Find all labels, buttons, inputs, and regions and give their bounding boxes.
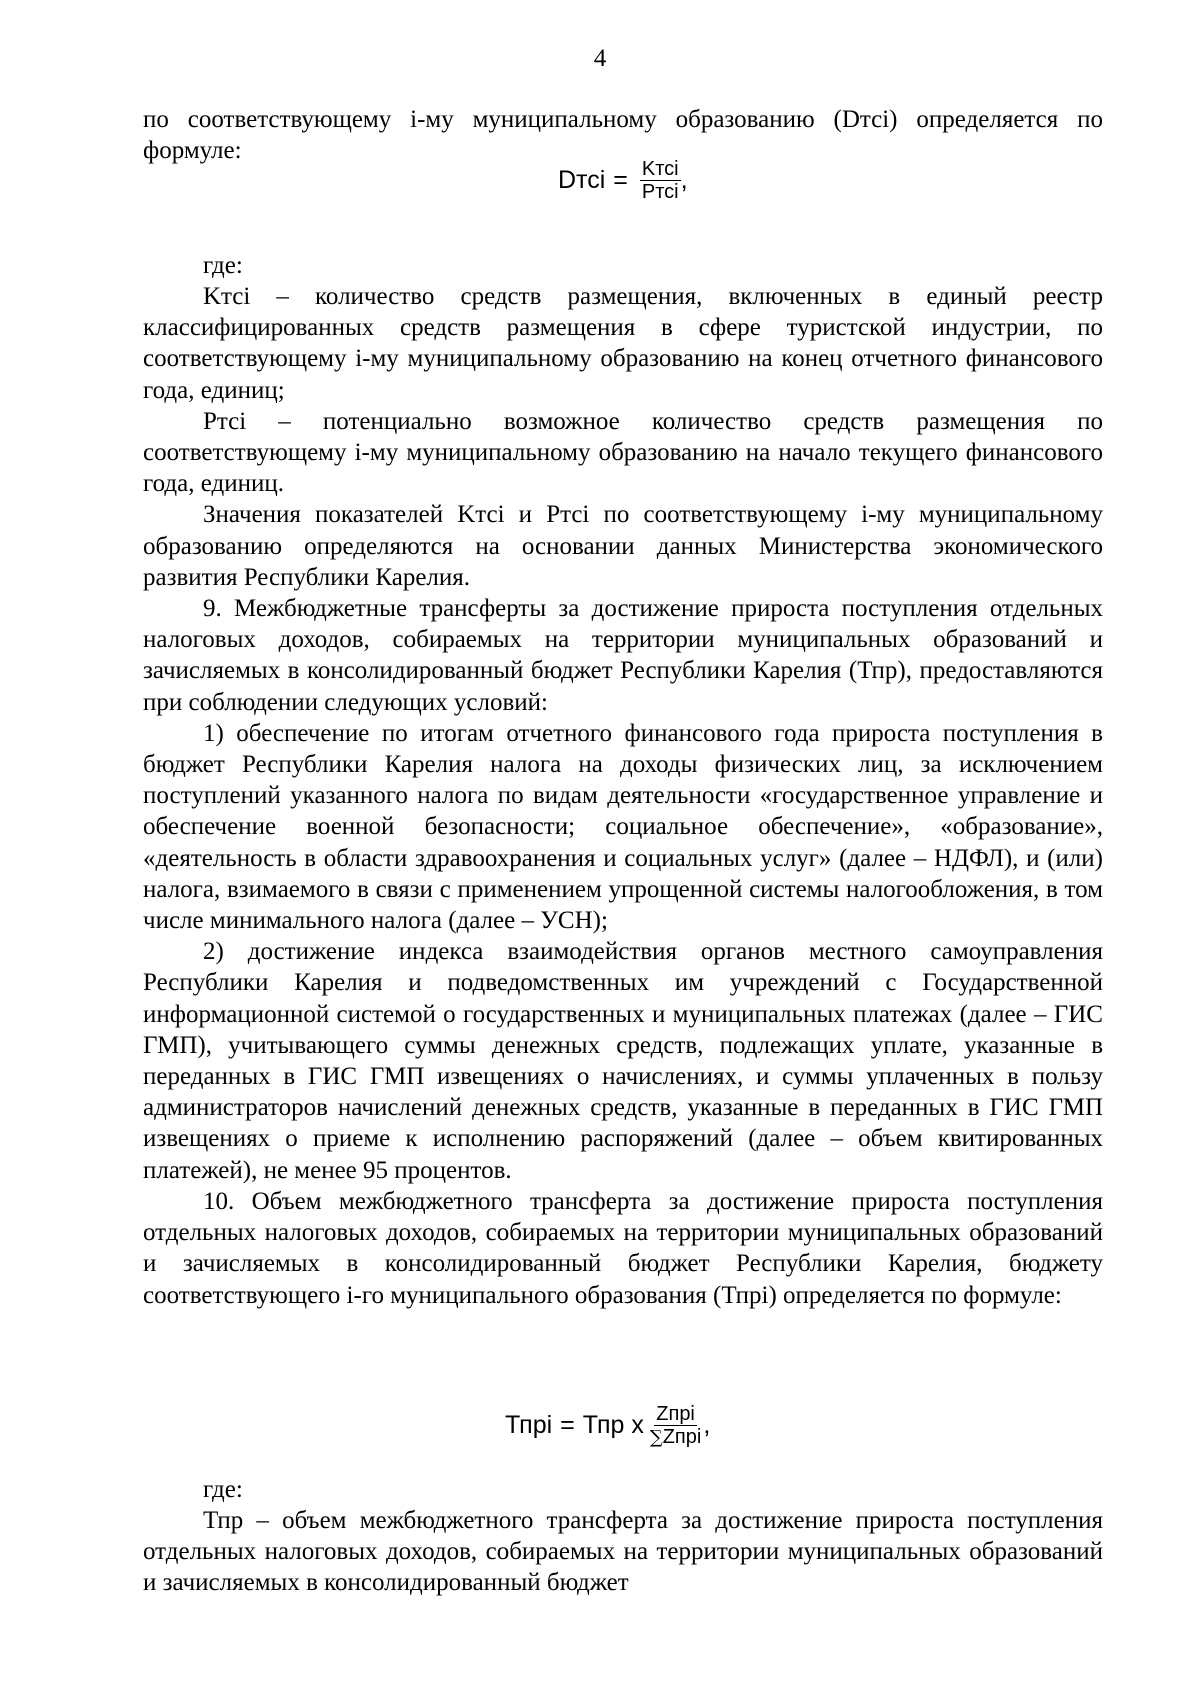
formula-rhs-prefix: Тпр x xyxy=(582,1411,644,1440)
formula-trail: , xyxy=(703,1411,711,1440)
formula-lhs: Тпрi xyxy=(505,1411,553,1440)
formula-denominator: Pтсi xyxy=(641,181,679,203)
body-block-a xyxy=(143,281,1103,1311)
formula-trail: , xyxy=(680,165,688,194)
formula-equals: = xyxy=(613,165,628,194)
paragraph-item-10: 10. Объем межбюджетного трансферта за достижение прироста поступления отдельных налоговых доходов, собираемых на территории муниципальных образований и зачисляемых в консолидированный бюджет Республики Карелия, бюджету соответствующего i-го муниципального образования (Тпрi) определяется по формуле: xyxy=(143,1187,1103,1309)
paragraph-ptsi: Pтсi – потенциально возможное количество средств размещения по соответствующему i-му муниципальному образованию на начало текущего финансового года, единиц. xyxy=(143,407,1103,498)
paragraph-tpr: Тпр – объем межбюджетного трансферта за достижение прироста поступления отдельных налоговых доходов, собираемых на территории муниципальных образований и зачисляемых в консолидированный бюджет xyxy=(143,1507,1103,1597)
formula-fraction xyxy=(640,158,681,203)
sum-symbol: ∑ xyxy=(649,1427,663,1448)
formula-numerator: Kтсi xyxy=(641,158,679,180)
formula-numerator: Zпрi xyxy=(656,1403,695,1425)
paragraph-condition-1: 1) обеспечение по итогам отчетного финансового года прироста поступления в бюджет Республики Карелия налога на доходы физических лиц, за исключением поступлений указанного налога по видам деятельности «государственное управление и обеспечение военной безопасности; социальное обеспечение», «образование», «деятельность в области здравоохранения и социальных услуг» (далее – НДФЛ), и (или) налога, взимаемого в связи с применением упрощенной системы налогообложения, в том числе минимального налога (далее – УСН); xyxy=(143,719,1103,935)
where-label-2: где: xyxy=(203,1476,243,1503)
paragraph-ktsi: Kтсi – количество средств размещения, включенных в единый реестр классифицированных средств размещения в сфере туристской индустрии, по соответствующему i-му муниципальному образованию на конец отчетного финансового года, единиц; xyxy=(143,283,1103,404)
paragraph-item-9: 9. Межбюджетные трансферты за достижение прироста поступления отдельных налоговых доходов, собираемых на территории муниципальных образований и зачисляемых в консолидированный бюджет Республики Карелия (Тпр), предоставляются при соблюдении следующих условий: xyxy=(143,595,1103,716)
formula-dtsi xyxy=(558,158,688,203)
paragraph-condition-2: 2) достижение индекса взаимодействия органов местного самоуправления Республики Карелия и подведомственных им учреждений с Государственной информационной системой о государственных и муниципальных платежах (далее – ГИС ГМП), учитывающего суммы денежных средств, подлежащих уплате, указанные в переданных в ГИС ГМП извещениях о начислениях, и суммы уплаченных в пользу администраторов начислений денежных средств, указанные в переданных в ГИС ГМП извещениях о приеме к исполнению распоряжений (далее – объем квитированных платежей), не менее 95 процентов. xyxy=(143,938,1103,1184)
formula-denominator-group xyxy=(648,1426,703,1449)
intro-paragraph: по соответствующему i-му муниципальному образованию (Dтсi) определяется по формуле: xyxy=(143,106,1103,165)
paragraph-values: Значения показателей Kтсi и Pтсi по соответствующему i-му муниципальному образованию определяются на основании данных Министерства экономического развития Республики Карелия. xyxy=(143,501,1103,591)
where-label-1: где: xyxy=(203,252,243,279)
formula-denominator: Zпрi xyxy=(662,1426,702,1448)
page-number: 4 xyxy=(593,45,607,72)
formula-lhs: Dтсi xyxy=(558,165,606,194)
body-block-b xyxy=(143,1505,1103,1599)
formula-fraction xyxy=(648,1403,703,1449)
formula-tpri xyxy=(505,1403,710,1449)
formula-equals: = xyxy=(560,1411,575,1440)
